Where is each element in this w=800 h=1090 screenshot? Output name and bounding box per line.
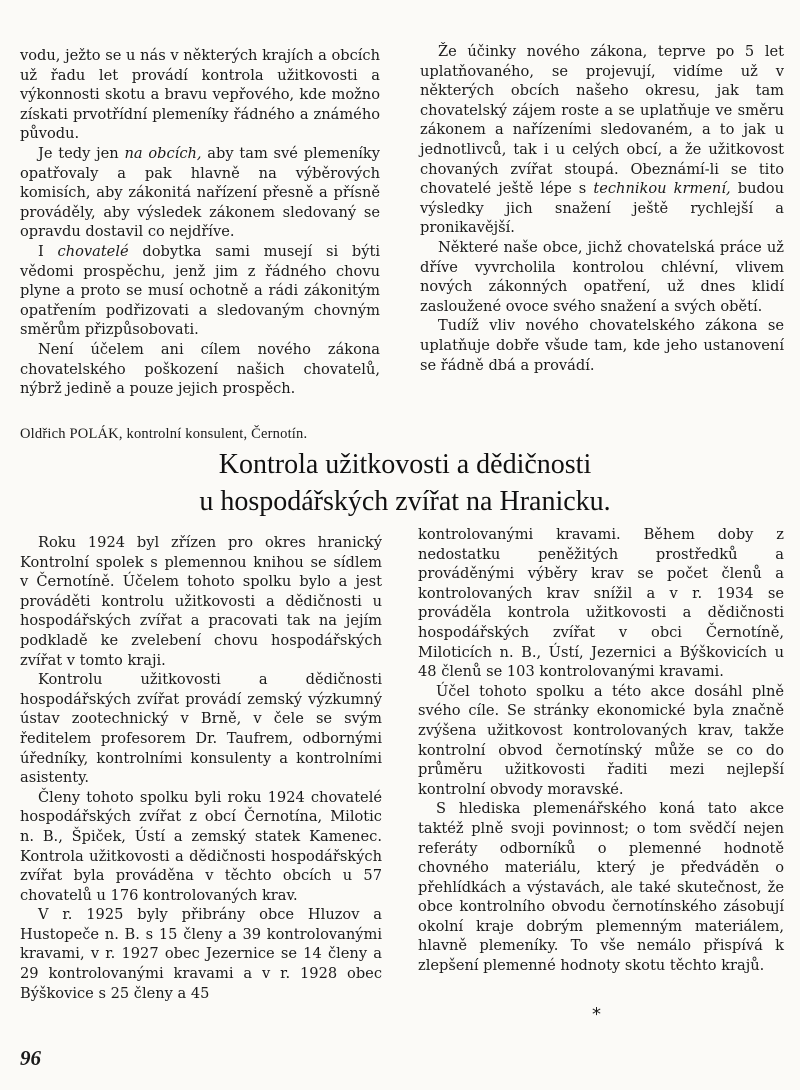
paragraph bbox=[20, 340, 380, 399]
paragraph bbox=[20, 144, 380, 242]
text-run: Účel tohoto spolku a této akce dosáhl plně svého cíle. Se stránky ekonomické byla značně zvýšena užitkovost kontrolovaných krav, takže kontrolní obvod černotínský může se co do průměru užitkovosti řaditi mezi nejlepší kontrolní obvody moravské. bbox=[418, 682, 784, 798]
text-run: kontrolovanými kravami. Během doby z nedostatku peněžitých prostředků a prováděnými výběry krav se počet členů a kontrolovaných krav snížil a v r. 1934 se prováděla kontrola užitkovosti a dědičnosti hospodářských zvířat v obci Černotíně, Miloticích n. B., Ústí, Jezernici a Býškovicích u 48 členů se 103 kontrolovanými kravami. bbox=[418, 526, 784, 681]
text-run: Je tedy jen bbox=[38, 144, 125, 162]
page-number: 96 bbox=[20, 1046, 41, 1070]
text-run: dobytka sami musejí si býti vědomi prospěchu, jenž jim z řádného chovu plyne a proto se musí ochotně a rádi zákonitým opatřením podřizovati a sledovaným chovným směrům přizpůsobovati. bbox=[20, 242, 380, 339]
italic-text: na obcích, bbox=[124, 144, 202, 162]
text-run: vodu, ježto se u nás v některých krajích a obcích už řadu let provádí kontrola užitkovosti a výkonnosti skotu a bravu vepřového, kde možno získati prvotřídní plemeníky řádného a známého původu. bbox=[20, 47, 380, 143]
text-run: aby tam své plemeníky opatřovaly a pak hlavně na výběrových komisích, aby zákonitá nařízení přesně a přísně prováděly, aby výsledek zákonem sledovaný se opravdu dostavil co nejdříve. bbox=[20, 144, 380, 241]
top-left-column bbox=[20, 46, 380, 399]
text-run: Tudíž vliv nového chovatelského zákona se uplatňuje dobře všude tam, kde jeho ustanovení se řádně dbá a provádí. bbox=[420, 317, 784, 374]
text-run: Není účelem ani cílem nového zákona chovatelského poškození našich chovatelů, nýbrž jedině a pouze jejich prospěch. bbox=[20, 340, 380, 398]
article-title bbox=[100, 446, 710, 520]
paragraph bbox=[20, 533, 382, 670]
text-run: V r. 1925 byly přibrány obce Hluzov a Hustopeče n. B. s 15 členy a 39 kontrolovanými kravami, v r. 1927 obec Jezernice se 14 členy a 29 kontrolovanými kravami a v r. 1928 obec Býškovice s 25 členy a 45 bbox=[20, 906, 382, 1002]
article-byline: Oldřich POLÁK, kontrolní konsulent, Černotín. bbox=[20, 426, 308, 442]
text-run: Roku 1924 byl zřízen pro okres hranický Kontrolní spolek s plemennou knihou se sídlem v Černotíně. Účelem tohoto spolku bylo a jest prováděti kontrolu užitkovosti a dědičnosti u hospodářských zvířat a pracovati tak na jejím podkladě ke zvelebení chovu hospodářských zvířat v tomto kraji. bbox=[20, 534, 382, 669]
paragraph bbox=[418, 682, 784, 800]
paragraph bbox=[420, 42, 784, 238]
text-run: Že účinky nového zákona, teprve po 5 let uplatňovaného, se projevují, vidíme už v některých obcích našeho okresu, jak tam chovatelský zájem roste a se uplatňuje ve směru zákonem a nařízeními sledovaném, a to jak u jednotlivců, tak i u celých obcí, a že užitkovost chovaných zvířat stoupá. Obeznámí-li se tito chovatelé ještě lépe s bbox=[420, 43, 784, 198]
paragraph bbox=[20, 788, 382, 906]
text-run: Členy tohoto spolku byli roku 1924 chovatelé hospodářských zvířat z obcí Černotína, Milotic n. B., Špiček, Ústí a zemský statek Kamenec. Kontrola užitkovosti a dědičnosti hospodářských zvířat byla prováděna v těchto obcích u 57 chovatelů u 176 kontrolovaných krav. bbox=[20, 788, 382, 904]
paragraph bbox=[20, 670, 382, 788]
text-run: budou výsledky jich snažení ještě rychlejší a pronikavější. bbox=[420, 180, 784, 237]
bottom-left-column bbox=[20, 533, 382, 1003]
paragraph bbox=[20, 905, 382, 1003]
text-run: Některé naše obce, jichž chovatelská práce už dříve vyvrcholila kontrolou chlévní, vlivem nových zákonných opatření, už dnes klidí zasloužené ovoce svého snažení a svých obětí. bbox=[420, 238, 784, 315]
text-run: Kontrolu užitkovosti a dědičnosti hospodářských zvířat provádí zemský výzkumný ústav zootechnický v Brně, v čele se svým ředitelem profesorem Dr. Taufrem, odbornými úředníky, kontrolními konsulenty a kontrolními asistenty. bbox=[20, 671, 382, 787]
paragraph bbox=[420, 238, 784, 316]
italic-text: technikou krmení, bbox=[593, 180, 731, 198]
italic-text: chovatelé bbox=[57, 242, 129, 260]
end-mark: * bbox=[592, 1004, 601, 1025]
article-title-line-2: u hospodářských zvířat na Hranicku. bbox=[199, 486, 611, 517]
top-right-column bbox=[420, 42, 784, 375]
text-run: I bbox=[38, 242, 58, 260]
article-title-line-1: Kontrola užitkovosti a dědičnosti bbox=[218, 449, 592, 480]
bottom-right-column bbox=[418, 525, 784, 976]
paragraph bbox=[418, 525, 784, 682]
paragraph bbox=[420, 316, 784, 375]
paragraph bbox=[20, 242, 380, 340]
text-run: S hlediska plemenářského koná tato akce taktéž plně svoji povinnost; o tom svědčí nejen referáty odborníků o plemenné hodnotě chovného materiálu, který je předváděn o přehlídkách a výstavách, ale také skutečnost, že obce kontrolního obvodu černotínského zásobují okolní kraje dobrým plemenným materiálem, hlavně plemeníky. To vše nemálo přispívá k zlepšení plemenné hodnoty skotu těchto krajů. bbox=[418, 800, 784, 975]
paragraph bbox=[418, 799, 784, 975]
paragraph bbox=[20, 46, 380, 144]
